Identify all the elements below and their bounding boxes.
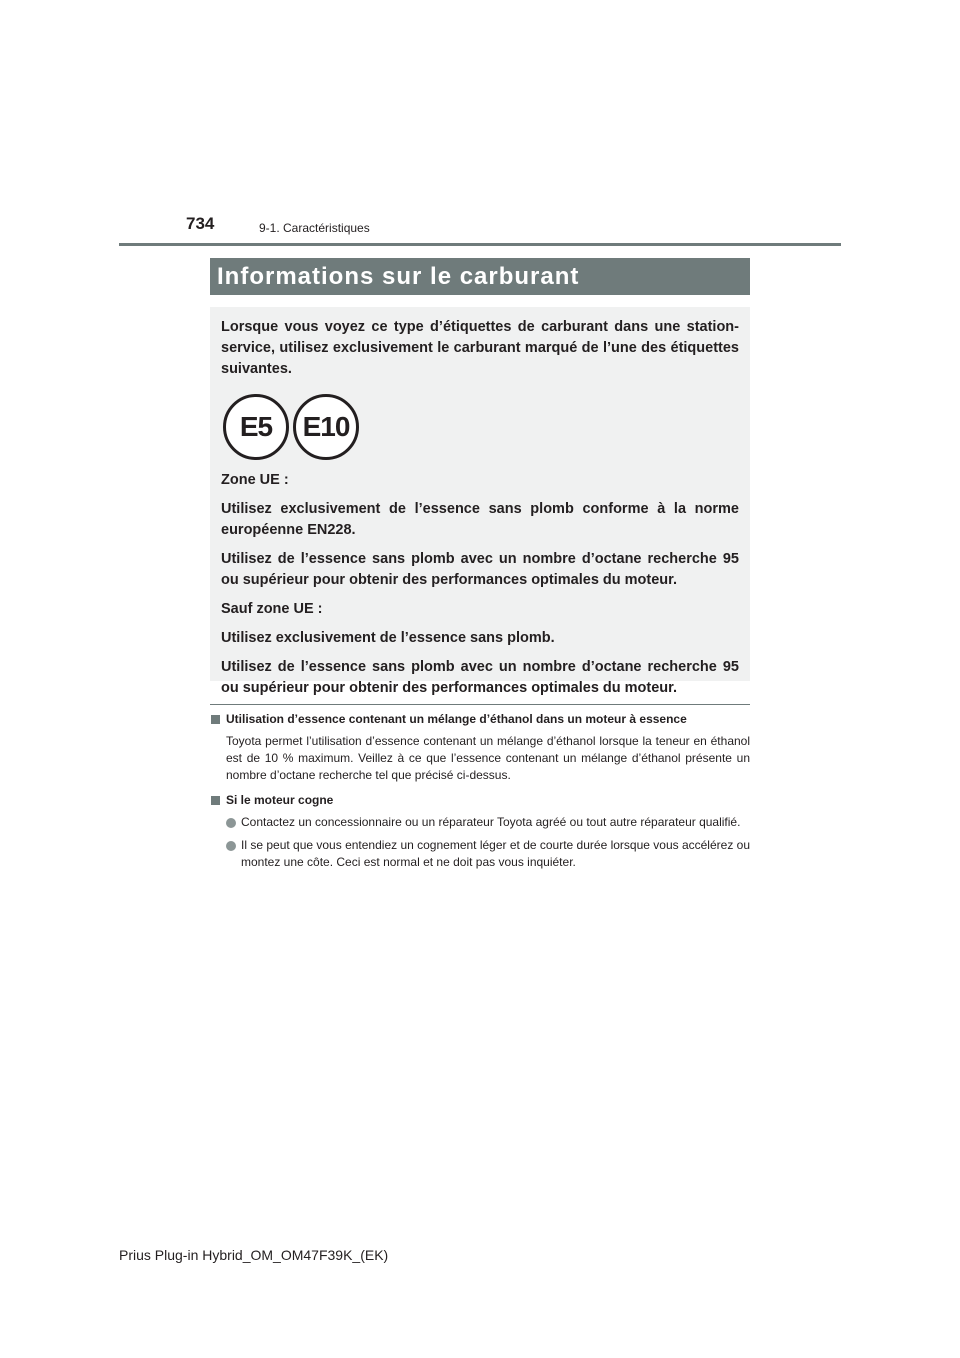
zone-eu-standard: Utilisez exclusivement de l’essence sans plomb conforme à la norme européenne EN228. [221,501,739,538]
e10-label-badge: E10 [293,394,359,460]
non-eu-unleaded: Utilisez exclusivement de l’essence sans plomb. [221,630,555,646]
section-path: 9-1. Caractéristiques [259,221,370,235]
non-eu-heading: Sauf zone UE : [221,601,323,617]
bullet-text: Contactez un concessionnaire ou un réparateur Toyota agréé ou tout autre réparateur qualifié. [241,815,741,829]
zone-eu-heading: Zone UE : [221,472,289,488]
e5-label-badge: E5 [223,394,289,460]
title-bar [210,258,750,295]
knock-heading-text: Si le moteur cogne [226,793,334,807]
ethanol-note-heading [210,711,750,728]
page-title: Informations sur le carburant [217,263,580,290]
ethanol-note-body: Toyota permet l’utilisation d’essence contenant un mélange d’éthanol lorsque la teneur en éthanol est de 10 % maximum. Veillez à ce que l’essence contenant un mélange d’éthanol présente un nombre d’octane recherche tel que précisé ci-dessus. [226,734,750,782]
separator-rule [210,704,750,705]
page-number: 734 [186,214,215,233]
zone-eu-octane: Utilisez de l’essence sans plomb avec un nombre d’octane recherche 95 ou supérieur pour obtenir des performances optimales du moteur. [221,551,739,588]
circle-bullet-icon [226,818,236,828]
list-item [226,814,750,831]
footer-doc-id: Prius Plug-in Hybrid_OM_OM47F39K_(EK) [119,1247,389,1263]
list-item [226,837,750,871]
fuel-intro: Lorsque vous voyez ce type d’étiquettes de carburant dans une station-service, utilisez exclusivement le carburant marqué de l’une des étiquettes suivantes. [221,319,739,377]
square-bullet-icon [211,796,220,805]
non-eu-octane: Utilisez de l’essence sans plomb avec un nombre d’octane recherche 95 ou supérieur pour obtenir des performances optimales du moteur. [221,659,739,696]
fuel-info-box [210,307,750,696]
header-rule [119,243,841,246]
ethanol-heading-text: Utilisation d’essence contenant un mélange d’éthanol dans un moteur à essence [226,712,687,726]
bullet-text: Il se peut que vous entendiez un cognement léger et de courte durée lorsque vous accélérez ou montez une côte. Ceci est normal et ne doit pas vous inquiéter. [241,838,750,869]
notes-section [210,711,750,877]
fuel-labels [223,394,739,460]
square-bullet-icon [211,715,220,724]
circle-bullet-icon [226,841,236,851]
knock-note-heading [210,792,750,809]
